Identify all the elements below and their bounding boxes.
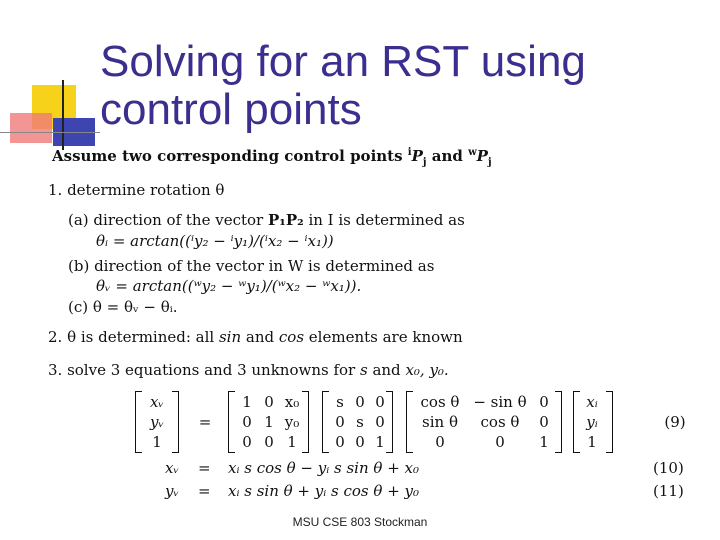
translate-cell-0-2: x₀ [284,393,300,411]
point-pi: P [411,147,423,165]
lhs-cell-1: yᵥ [149,413,165,431]
equals-sign: = [198,413,212,431]
step-1a-label: (a) direction of the vector [68,211,268,229]
translate-cell-2-2: 1 [287,433,297,451]
eq11-lhs: yᵥ [165,482,180,500]
translate-cell-2-1: 0 [264,433,274,451]
scale-cell-0-0: s [336,393,344,411]
rotate-cell-0-2: 0 [539,393,549,411]
lhs-cell-0: xᵥ [149,393,165,411]
eq11-equals: = [198,482,211,500]
rotate-cell-1-1: cos θ [480,413,520,431]
rotate-cell-2-0: 0 [435,433,445,451]
scale-cell-2-0: 0 [335,433,345,451]
step-1b: (b) direction of the vector in W is determined as [68,257,435,275]
rhs-cell-2: 1 [587,433,597,451]
eq10-equals: = [198,459,211,477]
decor-vertical-line [62,80,64,150]
slide-footer: MSU CSE 803 Stockman [292,515,428,529]
step-3 [48,361,449,379]
step-1c: (c) θ = θᵥ − θᵢ. [68,298,178,316]
eq10-lhs: xᵥ [165,459,180,477]
eq11-rhs: xᵢ s sin θ + yᵢ s cos θ + y₀ [228,482,420,500]
translate-cell-1-0: 0 [242,413,252,431]
translate-cell-0-0: 1 [242,393,252,411]
scale-cell-1-2: 0 [375,413,385,431]
rotate-cell-1-0: sin θ [422,413,458,431]
step-2 [48,328,463,346]
sup-i: i [407,147,412,158]
decor-horizontal-line [0,132,100,133]
step-3-mid: and [367,361,406,379]
sub-j-1: j [422,157,427,168]
lhs-cell-2: 1 [152,433,162,451]
step-2-suffix: elements are known [304,328,463,346]
equation-number-10: (10) [653,459,684,477]
step-2-cos: cos [278,328,305,346]
rhs-bracket-right [606,391,613,453]
decor-red-square [10,113,52,143]
vector-p1p2: P₁P₂ [267,211,304,229]
step-1: 1. determine rotation θ [48,181,225,199]
rhs-cell-1: yᵢ [586,413,598,431]
lhs-bracket-right [172,391,179,453]
step-2-mid: and [241,328,279,346]
sup-w: w [468,147,477,158]
step-1a [68,211,465,229]
rotate-cell-1-2: 0 [539,413,549,431]
scale-bracket-left [322,391,329,453]
rotate-cell-0-0: cos θ [420,393,460,411]
step-3-prefix: 3. solve 3 equations and 3 unknowns for [48,361,360,379]
scale-cell-0-2: 0 [375,393,385,411]
step-3-s: s [359,361,368,379]
equation-number-9: (9) [664,413,686,431]
step-1a-rest: in I is determined as [303,211,465,229]
rotate-cell-2-2: 1 [539,433,549,451]
sub-j-2: j [487,157,492,168]
eq10-rhs: xᵢ s cos θ − yᵢ s sin θ + x₀ [228,459,420,477]
scale-cell-2-1: 0 [355,433,365,451]
point-pw: P [476,147,488,165]
assume-prefix: Assume two corresponding control points [52,147,408,165]
translate-cell-1-2: y₀ [284,413,300,431]
translate-bracket-left [228,391,235,453]
theta-i-equation: θᵢ = arctan((ⁱy₂ − ⁱy₁)/(ⁱx₂ − ⁱx₁)) [96,232,334,250]
lhs-bracket-left [135,391,142,453]
theta-w-equation: θᵥ = arctan((ʷy₂ − ʷy₁)/(ʷx₂ − ʷx₁)). [96,277,362,295]
assume-line [52,147,492,168]
rotate-bracket-right [555,391,562,453]
translate-cell-1-1: 1 [264,413,274,431]
title-line-1: Solving for an RST using [100,37,586,86]
translate-cell-2-0: 0 [242,433,252,451]
scale-cell-0-1: 0 [355,393,365,411]
equation-number-11: (11) [653,482,684,500]
scale-cell-1-0: 0 [335,413,345,431]
step-3-vars: x₀, y₀. [405,361,449,379]
rotate-cell-0-1: − sin θ [473,393,527,411]
step-2-sin: sin [218,328,242,346]
rhs-cell-0: xᵢ [586,393,598,411]
step-2-prefix: 2. θ is determined: all [48,328,219,346]
translate-cell-0-1: 0 [264,393,274,411]
scale-cell-1-1: s [356,413,364,431]
slide-title [100,38,700,134]
title-line-2: control points [100,85,362,134]
rotate-cell-2-1: 0 [495,433,505,451]
assume-and: and [426,147,469,165]
scale-cell-2-2: 1 [375,433,385,451]
